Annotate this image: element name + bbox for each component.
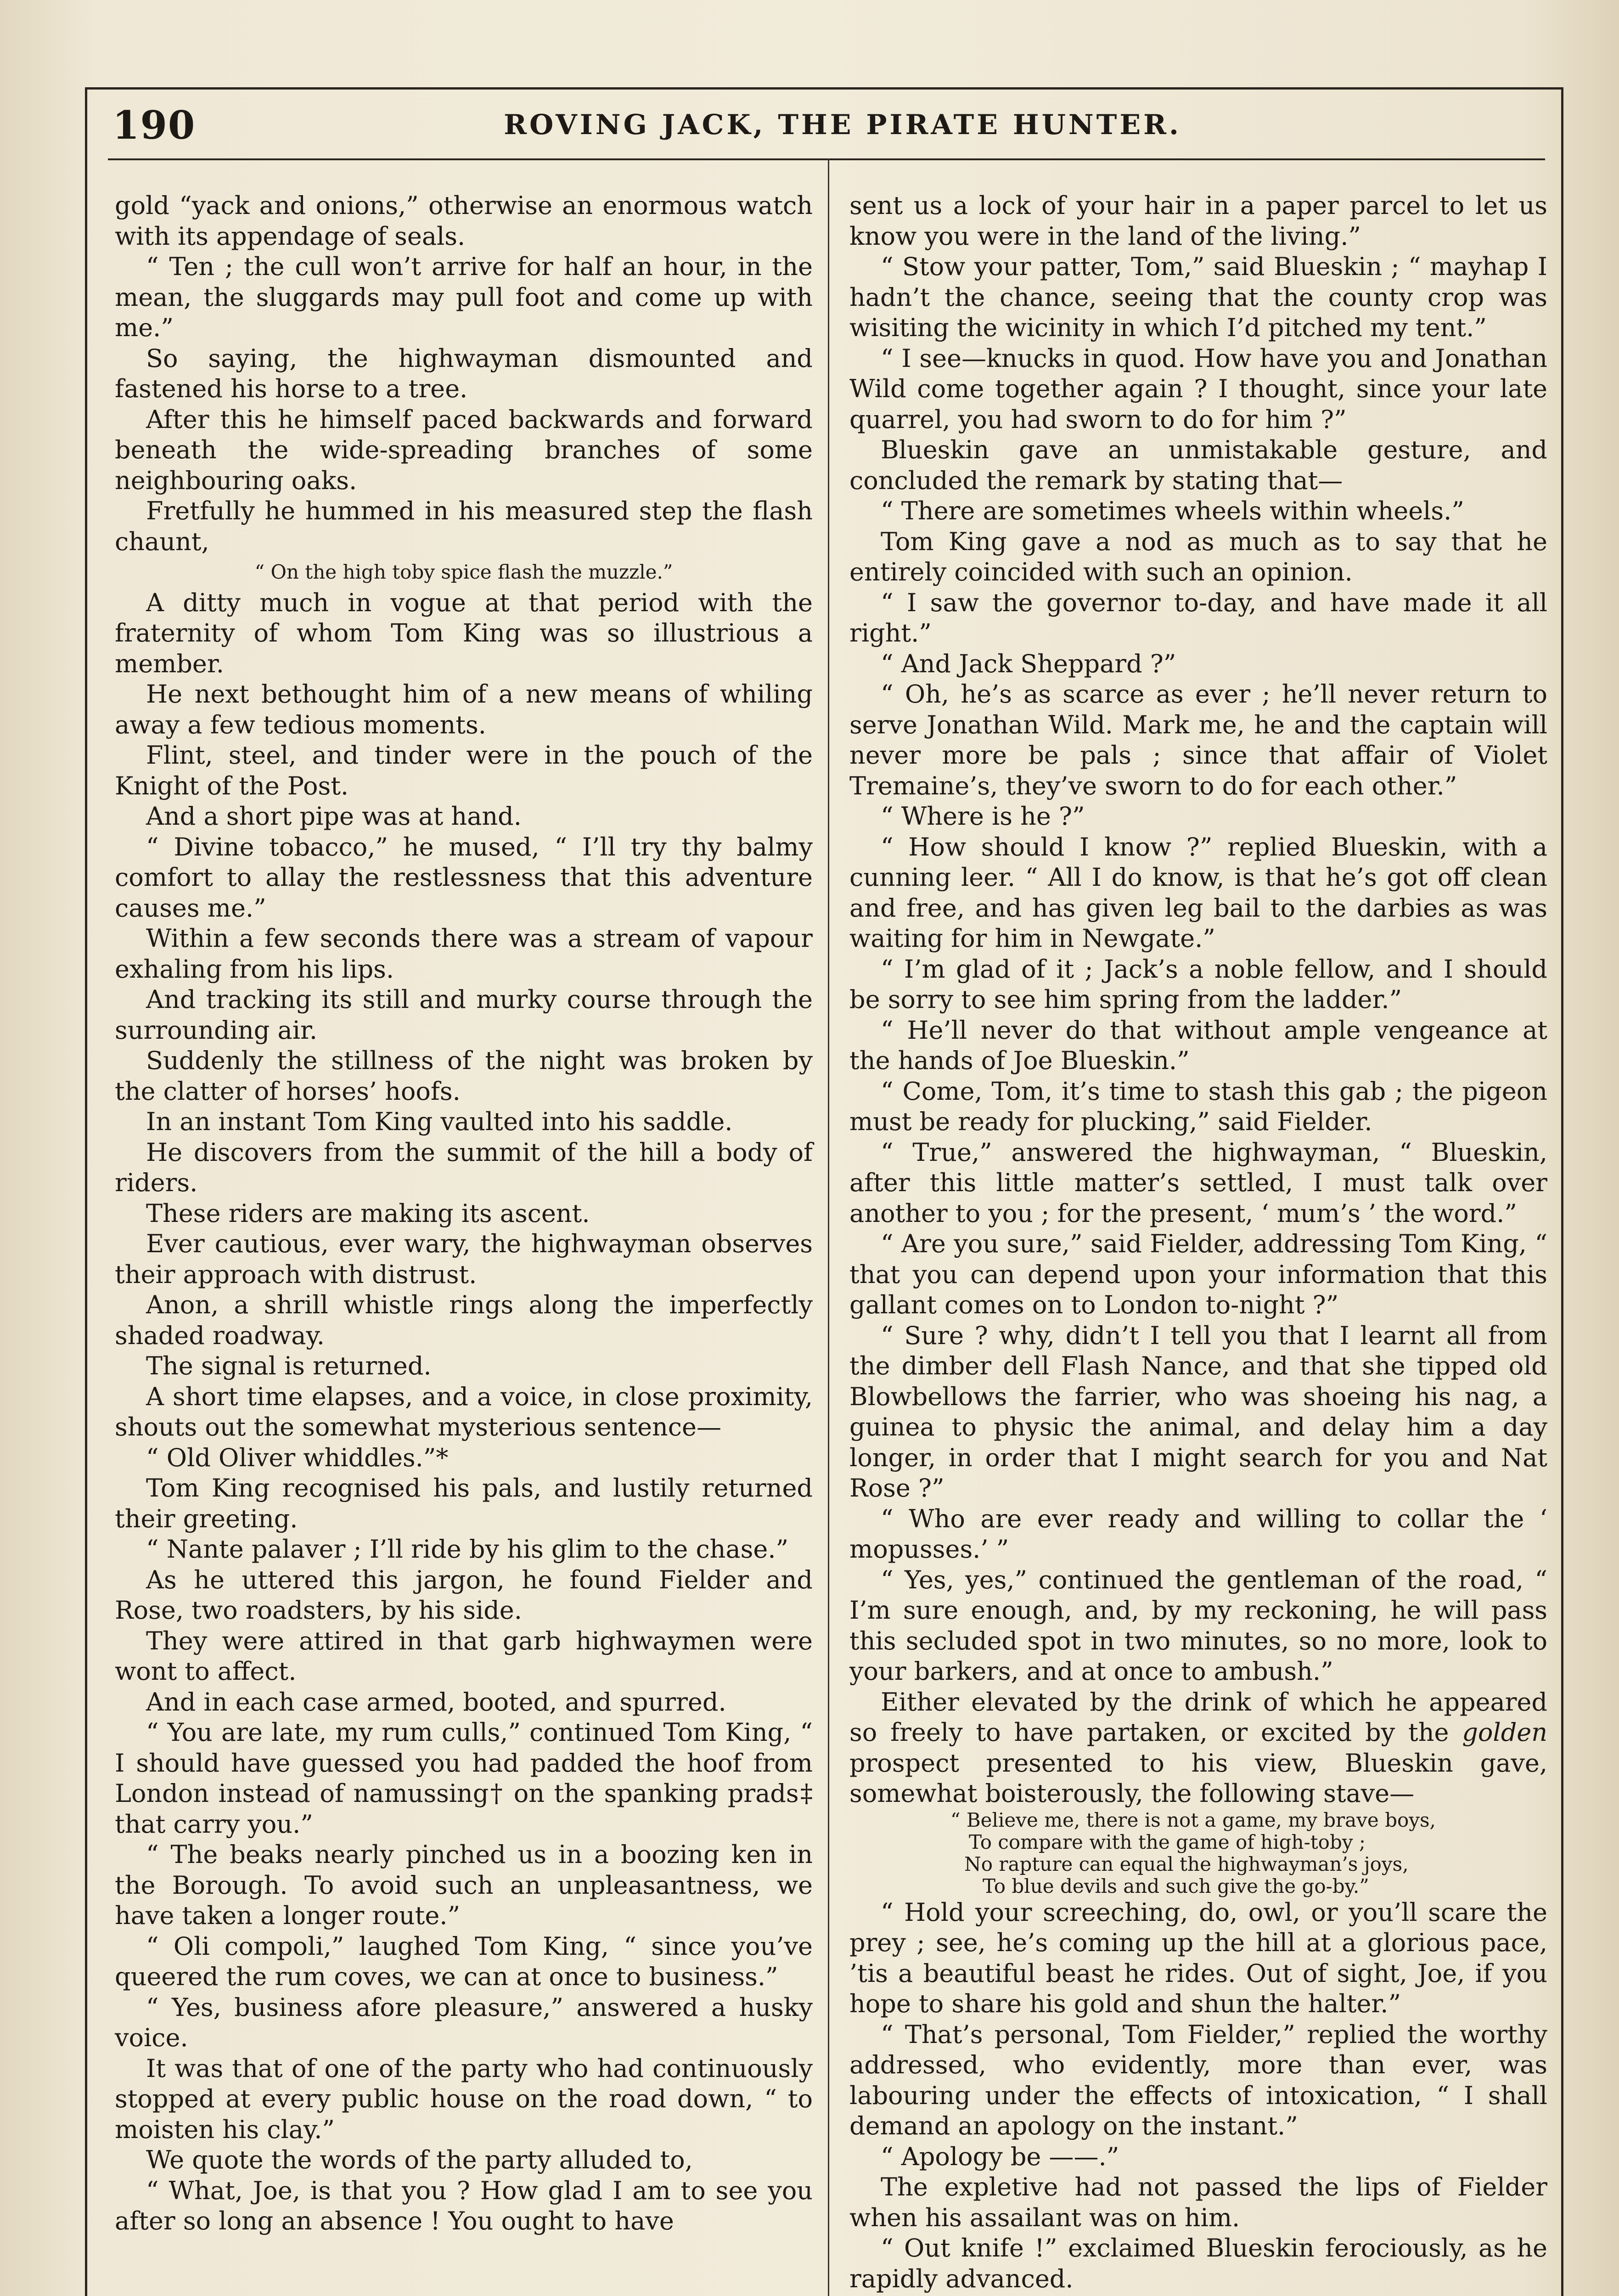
paragraph: Tom King gave a nod as much as to say that he entirely coincided with such an opinion. — [849, 527, 1547, 586]
verse-line: “ Believe me, there is not a game, my brave boys, — [950, 1808, 1436, 1831]
paragraph: A ditty much in vogue at that period with the fraternity of whom Tom King was so illustrious a member. — [115, 588, 813, 678]
paragraph: “ I’m glad of it ; Jack’s a noble fellow, and I should be sorry to see him spring from the ladder.” — [849, 954, 1547, 1014]
paragraph: Tom King recognised his pals, and lustily returned their greeting. — [115, 1474, 813, 1533]
paragraph: A short time elapses, and a voice, in close proximity, shouts out the somewhat mysterious sentence— — [115, 1382, 813, 1441]
paragraph: “ I see—knucks in quod. How have you and Jonathan Wild come together again ? I thought, since your late quarrel, you had sworn to do for him ?” — [849, 343, 1547, 434]
paragraph: “ Come, Tom, it’s time to stash this gab ; the pigeon must be ready for plucking,” said Fielder. — [849, 1076, 1547, 1136]
paragraph: “ There are sometimes wheels within wheels.” — [881, 496, 1464, 525]
paragraph: “ Yes, business afore pleasure,” answered a husky voice. — [115, 1992, 813, 2052]
paragraph: “ Hold your screeching, do, owl, or you’ll scare the prey ; see, he’s coming up the hill at a glorious pace, ’tis a beautiful beast he rides. Out of sight, Joe, if you hope to share his gold and shun the halter.” — [849, 1897, 1547, 2018]
verse-line: To compare with the game of high-toby ; — [969, 1830, 1366, 1853]
paragraph: “ Stow your patter, Tom,” said Blueskin ; “ mayhap I hadn’t the chance, seeing that the county crop was wisiting the wicinity in which I’d pitched my tent.” — [849, 252, 1547, 342]
paragraph: “ Old Oliver whiddles.”* — [146, 1443, 449, 1472]
paragraph: The expletive had not passed the lips of Fielder when his assailant was on him. — [849, 2172, 1547, 2232]
quoted-line: “ On the high toby spice flash the muzzle.” — [254, 561, 673, 583]
paragraph: “ You are late, my rum culls,” continued Tom King, “ I should have guessed you had padded the hoof from London instead of namussing† on the spanking prads‡ that carry you.” — [115, 1718, 813, 1839]
paragraph: “ Apology be ——.” — [881, 2142, 1119, 2171]
paragraph: gold “yack and onions,” otherwise an enormous watch with its appendage of seals. — [115, 191, 813, 251]
paragraph: So saying, the highwayman dismounted and fastened his horse to a tree. — [115, 343, 813, 403]
paragraph: Flint, steel, and tinder were in the pouch of the Knight of the Post. — [115, 741, 813, 800]
paragraph: “ Are you sure,” said Fielder, addressing Tom King, “ that you can depend upon your information that this gallant comes on to London to-night ?” — [849, 1229, 1547, 1319]
paragraph: “ Yes, yes,” continued the gentleman of the road, “ I’m sure enough, and, by my reckoning, he will pass this secluded spot in two minutes, so no more, look to your barkers, and at once to ambush.” — [849, 1565, 1547, 1686]
paragraph: “ Nante palaver ; I’ll ride by his glim to the chase.” — [146, 1535, 789, 1564]
right-column — [849, 191, 1547, 2294]
paragraph: “ I saw the governor to-day, and have made it all right.” — [849, 588, 1547, 647]
paragraph: “ Sure ? why, didn’t I tell you that I learnt all from the dimber dell Flash Nance, and that she tipped old Blowbellows the farrier, who was shoeing his nag, a guinea to physic the animal, and delay him a day longer, in order that I might search for you and Nat Rose ?” — [849, 1321, 1547, 1503]
paragraph: In an instant Tom King vaulted into his saddle. — [146, 1107, 733, 1136]
paragraph: After this he himself paced backwards and forward beneath the wide-spreading branches of some neighbouring oaks. — [115, 405, 813, 495]
paragraph: sent us a lock of your hair in a paper parcel to let us know you were in the land of the living.” — [849, 191, 1547, 251]
paragraph: We quote the words of the party alluded to, — [146, 2145, 693, 2174]
verse-line: No rapture can equal the highwayman’s joys, — [964, 1852, 1409, 1875]
paragraph: “ And Jack Sheppard ?” — [881, 649, 1176, 678]
paragraph: Ever cautious, ever wary, the highwayman observes their approach with distrust. — [115, 1229, 813, 1289]
paragraph: “ Oh, he’s as scarce as ever ; he’ll never return to serve Jonathan Wild. Mark me, he and the captain will never more be pals ; since that affair of Violet Tremaine’s, they’ve sworn to do for each other.” — [849, 680, 1547, 800]
paragraph: “ What, Joe, is that you ? How glad I am to see you after so long an absence ! You ought to have — [115, 2176, 813, 2235]
paragraph: Fretfully he hummed in his measured step the flash chaunt, — [115, 496, 813, 556]
paragraph: Anon, a shrill whistle rings along the imperfectly shaded roadway. — [115, 1290, 813, 1350]
paragraph: As he uttered this jargon, he found Fielder and Rose, two roadsters, by his side. — [115, 1565, 813, 1625]
verse-line: To blue devils and such give the go-by.” — [983, 1874, 1369, 1897]
paragraph: “ Divine tobacco,” he mused, “ I’ll try thy balmy comfort to allay the restlessness that this adventure causes me.” — [115, 832, 813, 923]
paragraph: And in each case armed, booted, and spurred. — [146, 1687, 726, 1716]
paragraph: It was that of one of the party who had continuously stopped at every public house on the road down, “ to moisten his clay.” — [115, 2054, 813, 2144]
paragraph: “ That’s personal, Tom Fielder,” replied the worthy addressed, who evidently, more than ever, was labouring under the effects of intoxication, “ I shall demand an apology on the instant.” — [849, 2020, 1547, 2140]
paragraph: “ Out knife !” exclaimed Blueskin ferociously, as he rapidly advanced. — [849, 2234, 1547, 2293]
paragraph: “ Where is he ?” — [881, 802, 1085, 831]
paragraph: “ Oli compoli,” laughed Tom King, “ since you’ve queered the rum coves, we can at once to business.” — [115, 1931, 813, 1991]
left-column — [115, 191, 813, 2237]
paragraph: “ Who are ever ready and willing to collar the ‘ mopusses.’ ” — [849, 1504, 1547, 1564]
column-divider — [828, 158, 829, 2296]
paragraph: Blueskin gave an unmistakable gesture, and concluded the remark by stating that— — [849, 435, 1547, 495]
paragraph: “ True,” answered the highwayman, “ Blueskin, after this little matter’s settled, I must talk over another to you ; for the present, ‘ mum’s ’ the word.” — [849, 1137, 1547, 1228]
paragraph: And a short pipe was at hand. — [146, 802, 522, 831]
paragraph: “ The beaks nearly pinched us in a boozing ken in the Borough. To avoid such an unpleasantness, we have taken a longer route.” — [115, 1840, 813, 1930]
paragraph: “ Ten ; the cull won’t arrive for half an hour, in the mean, the sluggards may pull foot and come up with me.” — [115, 252, 813, 342]
paragraph: He discovers from the summit of the hill a body of riders. — [115, 1137, 813, 1197]
running-title: ROVING JACK, THE PIRATE HUNTER. — [504, 109, 1181, 141]
paragraph: The signal is returned. — [146, 1351, 432, 1380]
paragraph: Within a few seconds there was a stream of vapour exhaling from his lips. — [115, 924, 813, 984]
paragraph: These riders are making its ascent. — [146, 1199, 590, 1228]
page-header — [108, 99, 1559, 149]
paragraph: They were attired in that garb highwaymen were wont to affect. — [115, 1626, 813, 1686]
paragraph: “ How should I know ?” replied Blueskin, with a cunning leer. “ All I do know, is that he’s got off clean and free, and has given leg bail to the darbies as was waiting for him in Newgate.” — [849, 832, 1547, 953]
italic-word: golden — [1462, 1718, 1547, 1747]
page-number: 190 — [112, 102, 196, 148]
paragraph: Either elevated by the drink of which he appeared so freely to have partaken, or excited by the golden prospect presented to his view, Blueskin gave, somewhat boisterously, the following stave— — [849, 1687, 1547, 1808]
paragraph: “ He’ll never do that without ample vengeance at the hands of Joe Blueskin.” — [849, 1015, 1547, 1075]
paragraph: He next bethought him of a new means of whiling away a few tedious moments. — [115, 680, 813, 739]
paragraph: And tracking its still and murky course through the surrounding air. — [115, 985, 813, 1045]
paragraph: Suddenly the stillness of the night was broken by the clatter of horses’ hoofs. — [115, 1046, 813, 1106]
header-rule — [108, 158, 1545, 160]
